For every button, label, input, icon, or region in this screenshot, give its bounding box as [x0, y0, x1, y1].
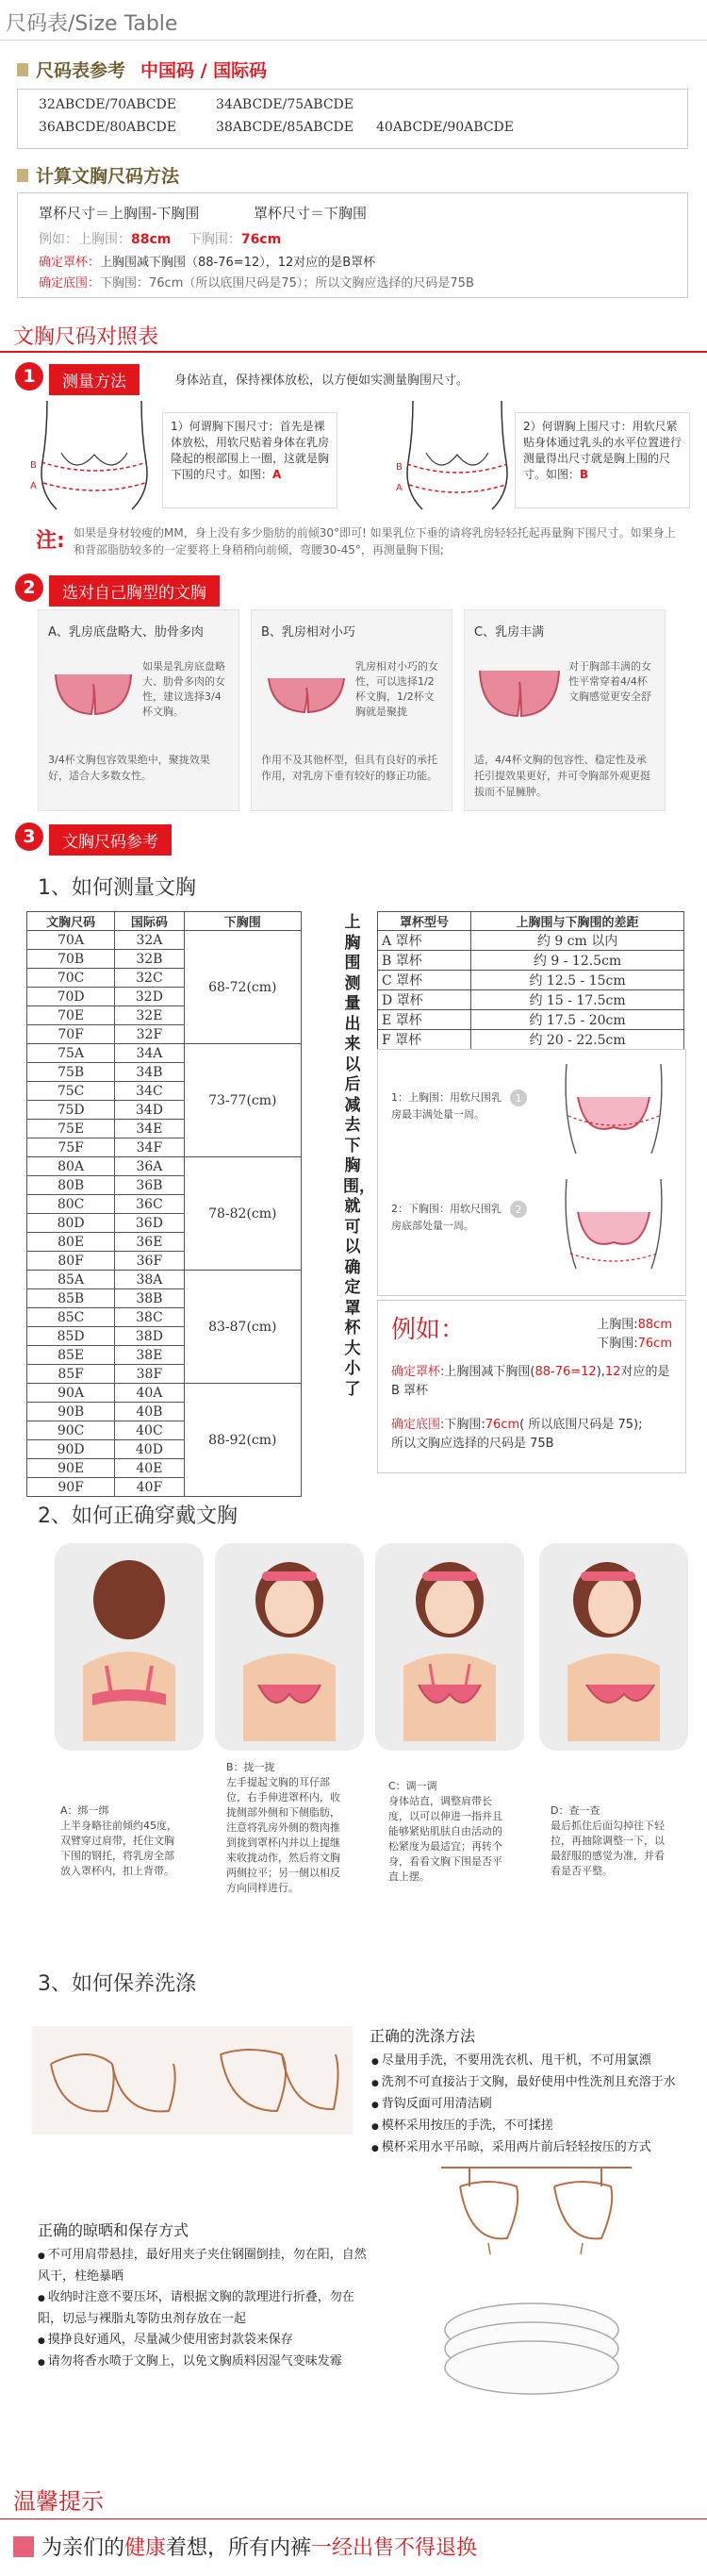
red-divider — [0, 351, 707, 353]
square-icon — [17, 63, 28, 76]
table-cell: 32D — [115, 988, 184, 1006]
table-cell: 90F — [27, 1478, 115, 1497]
list-item — [38, 2352, 368, 2373]
band-label: 确定底围： — [39, 276, 101, 291]
example-lower-label: 下胸围： — [188, 232, 241, 247]
bullet-icon: ● — [371, 2122, 382, 2132]
bra-type-side: 如果是乳房底盘略大、肋骨多肉的女性，建议选择3/4杯文胸。 — [142, 660, 225, 718]
bullet-icon: ● — [371, 2079, 382, 2088]
example-upper-label: 上胸围: — [597, 1318, 638, 1332]
example-band-text: 所以文胸应选择的尺码是 75B — [391, 1437, 554, 1451]
divider — [0, 40, 707, 41]
wear-step-text: 最后抓住后面勾掉往下轻拉，再抽除调整一下，以最舒服的感觉为准，并看看是否平整。 — [551, 1820, 665, 1877]
tips-title: 温馨提示 — [13, 2488, 104, 2515]
list-item — [371, 2072, 692, 2094]
wear-step-card — [375, 1543, 524, 1751]
table-cell: 85A — [27, 1271, 115, 1289]
wear-step-label: A：绑一绑 — [60, 1804, 109, 1817]
size-ref-box — [17, 89, 688, 149]
table-cell: 36C — [115, 1195, 184, 1214]
measure-box-upper — [515, 412, 690, 508]
table-cell: 85F — [27, 1365, 115, 1384]
table-cell: 约 9 - 12.5cm — [471, 951, 684, 971]
bra-type-card — [464, 609, 666, 811]
table-cell: 80B — [27, 1176, 115, 1195]
table-cell: 32A — [115, 931, 184, 950]
table-cell: 36E — [115, 1233, 184, 1252]
size-ref-cell: 34ABCDE/75ABCDE — [216, 97, 354, 112]
cup-label: 确定罩杯： — [39, 256, 101, 270]
measure-mark-a: A — [272, 468, 282, 481]
formula-cup: 罩杯尺寸＝上胸围-下胸围 — [39, 205, 200, 222]
list-item-text: 背钩反面可用清洁刷 — [381, 2097, 492, 2111]
example-band-value: 76cm — [485, 1418, 520, 1432]
wear-step-label: D：查一查 — [551, 1804, 600, 1817]
cup-line — [39, 252, 375, 270]
bra-type-title: A、乳房底盘略大、肋骨多肉 — [48, 625, 204, 640]
table-cell: 40D — [115, 1440, 184, 1459]
woman-front-illustration — [224, 1553, 354, 1741]
note-text: 如果是身材较瘦的MM，身上没有多少脂肪的前倾30°即可! 如果乳位下垂的请将乳房轻轻托起再量胸下围尺寸。如果身上和背部脂肪较多的一定要将上身稍稍向前倾，弯腰30-45°，再测量胸下围; — [74, 526, 676, 557]
bullet-icon: ● — [38, 2294, 48, 2303]
woman-back-illustration — [64, 1553, 194, 1741]
table-cell: 75A — [27, 1044, 115, 1063]
woman-front-illustration — [385, 1553, 515, 1741]
bra-icon — [472, 665, 567, 722]
example-lower-value: 76cm — [240, 232, 282, 247]
list-item-text: 尽量用手洗，不要用洗衣机、甩干机，不可用氯漂 — [381, 2053, 651, 2068]
torso-figure-left — [28, 396, 160, 514]
wear-step-text: 左手提起文胸的耳仔部位，右手伸进罩杯内，收拢侧部外侧和下侧脂肪，注意将乳房外侧的赘肉推到拢到罩杯内并以上提继来收拢动作，然后将文胸两侧拉平；另一侧以相反方向同样进行。 — [226, 1776, 340, 1894]
table-row — [378, 1030, 684, 1050]
table-cell: 38E — [115, 1346, 184, 1365]
column-header: 罩杯型号 — [378, 912, 471, 931]
bullet-icon: ● — [38, 2252, 48, 2261]
list-item-text: 请勿将香水喷于文胸上，以免文胸质料因湿气变味发霉 — [47, 2354, 342, 2368]
example-upper-value: 88cm — [131, 232, 172, 247]
list-item-text: 收纳时注意不要压坏，请根据文胸的款理进行折叠，勿在阳，切忌与裸脂丸等防虫剂存放在一起 — [38, 2290, 354, 2326]
square-icon — [17, 169, 28, 182]
cup-table — [377, 911, 684, 1050]
wash-title: 正确的洗涤方法 — [370, 2027, 476, 2045]
table-cell: 32F — [115, 1025, 184, 1044]
table-cell: 80F — [27, 1252, 115, 1271]
example-line — [39, 229, 281, 248]
example-cup — [391, 1363, 674, 1401]
table-cell: B 罩杯 — [378, 951, 471, 971]
example-lower-value: 76cm — [637, 1337, 672, 1351]
table-cell: 70B — [27, 950, 115, 969]
example-band-text: 下胸围: — [444, 1418, 485, 1432]
formula-band: 罩杯尺寸＝下胸围 — [254, 205, 368, 222]
band-range-cell: 68-72(cm) — [184, 931, 301, 1044]
table-row — [27, 931, 302, 950]
measure-mark-b: B — [580, 468, 589, 481]
list-item-text: 模杯采用水平吊晾，采用两片前后轻轻按压的方式 — [381, 2140, 651, 2154]
bra-type-bottom: 作用不及其他杯型，但具有良好的承托作用，对乳房下垂有较好的修正功能。 — [261, 754, 437, 782]
band-line — [39, 273, 474, 291]
example-cup-text: 对应的是 B 罩杯 — [391, 1365, 670, 1398]
table-cell: 80D — [27, 1214, 115, 1233]
step-tag-size: 文胸尺码参考 — [49, 824, 172, 856]
table-cell: 80E — [27, 1233, 115, 1252]
measure-figures — [377, 1049, 686, 1296]
list-item — [371, 2051, 692, 2072]
fig-label-b: B — [396, 462, 403, 473]
bra-type-bottom: 3/4杯文胸包容效果绝中，聚拢效果好，适合大多数女性。 — [48, 754, 210, 782]
list-item — [38, 2330, 368, 2352]
example-upper-value: 88cm — [637, 1318, 672, 1332]
size-ref-cell: 36ABCDE/80ABCDE — [39, 120, 176, 135]
wash-heading: 3、如何保养洗涤 — [38, 1972, 196, 1996]
size-ref-subtitle: 中国码 / 国际码 — [140, 60, 268, 81]
table-cell: 90D — [27, 1440, 115, 1459]
page-title: 尺码表/Size Table — [6, 12, 178, 36]
table-cell: 75F — [27, 1138, 115, 1157]
wear-heading: 2、如何正确穿戴文胸 — [38, 1504, 238, 1528]
size-ref-title: 尺码表参考 — [36, 60, 126, 81]
wear-step-card — [539, 1543, 688, 1751]
example-band-label: 确定底围: — [391, 1418, 445, 1432]
tips-text: 为亲们的 — [41, 2536, 125, 2560]
table-cell: 38F — [115, 1365, 184, 1384]
table-cell: 85B — [27, 1289, 115, 1308]
wear-step-caption — [388, 1779, 511, 1885]
list-item-text: 不可用肩带悬挂，最好用夹子夹住钢圈倒挂，勿在阳，自然风干，柱绝暴晒 — [38, 2248, 367, 2284]
table-cell: 40E — [115, 1459, 184, 1478]
size-ref-cell: 40ABCDE/90ABCDE — [376, 120, 514, 135]
step-tag-shape: 选对自己胸型的文胸 — [49, 575, 220, 607]
column-header: 文胸尺码 — [27, 912, 115, 931]
table-cell: 38B — [115, 1289, 184, 1308]
table-cell: 90A — [27, 1384, 115, 1403]
woman-side-illustration — [549, 1553, 679, 1741]
table-cell: 75D — [27, 1101, 115, 1120]
calc-box — [17, 192, 688, 298]
figure-number: 2 — [510, 1201, 527, 1218]
table-cell: 36A — [115, 1157, 184, 1176]
fig-label-b: B — [30, 460, 37, 471]
table-cell: 70E — [27, 1006, 115, 1025]
measure-box-upper-text: 2）何谓胸上围尺寸：用软尺紧贴身体通过乳头的水平位置进行测量得出尺寸就是胸上围的尺寸。如图： — [523, 420, 682, 481]
wear-step-caption — [60, 1803, 183, 1879]
table-cell: 70F — [27, 1025, 115, 1044]
table-cell: 80C — [27, 1195, 115, 1214]
table-cell: 36D — [115, 1214, 184, 1233]
bullet-icon: ● — [371, 2057, 382, 2067]
vertical-note: 上胸围测量出来以后减去下胸围，就可以确定罩杯大小了 — [343, 913, 375, 1399]
red-divider — [0, 2518, 707, 2519]
compare-title: 文胸尺码对照表 — [13, 325, 159, 349]
table-cell: C 罩杯 — [378, 971, 471, 990]
fig-label-a: A — [396, 483, 403, 493]
table-cell: 40A — [115, 1384, 184, 1403]
table-cell: E 罩杯 — [378, 1010, 471, 1030]
table-cell: 70D — [27, 988, 115, 1006]
square-icon — [13, 2536, 34, 2557]
table-row — [27, 1044, 302, 1063]
table-cell: 36F — [115, 1252, 184, 1271]
measure-intro: 身体站直，保持裸体放松，以方便如实测量胸围尺寸。 — [174, 374, 469, 388]
wear-step-card — [215, 1543, 364, 1751]
table-cell: 80A — [27, 1157, 115, 1176]
table-cell: 90E — [27, 1459, 115, 1478]
size-ref-cell: 32ABCDE/70ABCDE — [39, 97, 176, 112]
dry-title: 正确的晾晒和保存方式 — [38, 2221, 189, 2239]
tips-highlight: 一经出售不得退换 — [311, 2536, 478, 2560]
bullet-icon: ● — [371, 2144, 382, 2153]
wear-step-card — [55, 1543, 204, 1751]
table-cell: 36B — [115, 1176, 184, 1195]
measure-heading: 1、如何测量文胸 — [38, 876, 196, 900]
wear-step-label: C：调一调 — [388, 1780, 437, 1792]
table-cell: 34E — [115, 1120, 184, 1138]
example-band-text: ( 所以底围尺码是 75); — [519, 1418, 643, 1432]
bra-fit-figure — [548, 1059, 680, 1163]
measure-box-lower — [162, 412, 337, 508]
column-header: 国际码 — [115, 912, 184, 931]
stacked-bra-illustration — [430, 2292, 633, 2405]
table-cell: 32E — [115, 1006, 184, 1025]
list-item — [38, 2245, 368, 2287]
list-item-text: 模杯采用按压的手洗，不可揉搓 — [381, 2119, 553, 2133]
wear-step-text: 上半身略往前倾约45度，双臂穿过肩带，托住文胸下围的钢托，将乳房全部放入罩杯内，扣上背带。 — [60, 1820, 177, 1877]
table-cell: 38D — [115, 1327, 184, 1346]
table-cell: 约 9 cm 以内 — [471, 931, 684, 951]
step-number: 1 — [15, 362, 43, 391]
table-cell: 40F — [115, 1478, 184, 1497]
note-label: 注: — [36, 529, 65, 553]
table-row — [378, 990, 684, 1010]
table-cell: 34C — [115, 1082, 184, 1101]
size-ref-cell: 38ABCDE/85ABCDE — [216, 120, 354, 135]
example-cup-label: 确定罩杯: — [391, 1365, 445, 1379]
table-cell: F 罩杯 — [378, 1030, 471, 1050]
calc-title: 计算文胸尺码方法 — [36, 166, 180, 187]
table-cell: 约 12.5 - 15cm — [471, 971, 684, 990]
table-cell: 约 15 - 17.5cm — [471, 990, 684, 1010]
calc-heading — [17, 162, 179, 188]
table-cell: D 罩杯 — [378, 990, 471, 1010]
bullet-icon: ● — [38, 2336, 48, 2346]
list-item-text: 摸挣良好通风，尽量减少使用密封款袋来保存 — [47, 2333, 293, 2347]
table-row — [378, 951, 684, 971]
hanging-bra-illustration — [432, 2149, 641, 2273]
tips-text: 着想，所有内裤 — [166, 2536, 312, 2560]
table-row — [27, 1157, 302, 1176]
example-cup-text: ), — [596, 1365, 605, 1379]
table-row — [27, 1271, 302, 1289]
band-text: 下胸围：76cm（所以底围尺码是75）；所以文胸应选择的尺码是75B — [100, 276, 474, 291]
wear-step-caption — [551, 1803, 673, 1879]
band-range-cell: 78-82(cm) — [184, 1157, 301, 1271]
step-tag-measure: 测量方法 — [49, 364, 140, 395]
table-cell: 85D — [27, 1327, 115, 1346]
cup-text: 上胸围减下胸围（88-76=12），12对应的是B罩杯 — [100, 256, 376, 270]
table-row — [27, 1384, 302, 1403]
table-cell: 75C — [27, 1082, 115, 1101]
wash-list — [371, 2051, 692, 2159]
size-table — [26, 911, 302, 1497]
band-range-cell: 88-92(cm) — [184, 1384, 301, 1497]
step-number: 3 — [15, 823, 43, 851]
table-cell: 34A — [115, 1044, 184, 1063]
table-row — [378, 971, 684, 990]
fig-label-a: A — [30, 481, 37, 491]
table-cell: 34F — [115, 1138, 184, 1157]
torso-figure-right — [396, 396, 518, 514]
table-cell: 约 17.5 - 20cm — [471, 1010, 684, 1030]
table-cell: 40B — [115, 1403, 184, 1421]
table-row — [378, 931, 684, 951]
bra-type-card — [251, 609, 452, 811]
example-cup-num: 12 — [604, 1365, 621, 1379]
example-box — [377, 1300, 686, 1473]
list-item — [38, 2287, 368, 2330]
figure-number: 1 — [510, 1089, 527, 1106]
column-header: 上胸围与下胸围的差距 — [471, 912, 684, 931]
bra-type-title: C、乳房丰满 — [474, 625, 545, 640]
table-cell: A 罩杯 — [378, 931, 471, 951]
table-row — [378, 1010, 684, 1030]
table-cell: 40C — [115, 1421, 184, 1440]
table-cell: 38A — [115, 1271, 184, 1289]
example-lower — [597, 1333, 672, 1351]
bullet-icon: ● — [38, 2358, 48, 2368]
table-cell: 85C — [27, 1308, 115, 1327]
table-cell: 约 20 - 22.5cm — [471, 1030, 684, 1050]
table-cell: 90C — [27, 1421, 115, 1440]
band-range-cell: 83-87(cm) — [184, 1271, 301, 1384]
table-cell: 70A — [27, 931, 115, 950]
table-cell: 38C — [115, 1308, 184, 1327]
figure-caption: 1：上胸围：用软尺围乳房最丰满处量一周。 — [391, 1091, 501, 1121]
table-cell: 34B — [115, 1063, 184, 1082]
wear-step-text: 身体站直，调整肩带长度，以可以伸进一指并且能够紧贴肌肤自由活动的松紧度为最适宜；再转个身，看看文胸下围是否平直上摆。 — [388, 1795, 502, 1883]
bra-type-bottom: 适，4/4杯文胸的包容性、稳定性及承托引提效果更好，并可令胸部外观更挺拔而不显臃肿。 — [474, 754, 650, 798]
list-item — [371, 2116, 692, 2137]
tips-line — [13, 2532, 477, 2561]
list-item-text: 洗剂不可直接沾于文胸，最好使用中性洗剂且充溶于水 — [381, 2075, 676, 2089]
bra-fit-figure — [548, 1174, 680, 1278]
example-band — [391, 1416, 674, 1454]
dry-list — [38, 2245, 368, 2373]
table-cell: 90B — [27, 1403, 115, 1421]
wear-step-caption — [226, 1760, 349, 1896]
tips-highlight: 健康 — [124, 2536, 167, 2560]
example-cup-text: 上胸围减下胸围( — [444, 1365, 535, 1379]
band-range-cell: 73-77(cm) — [184, 1044, 301, 1157]
bra-icon — [259, 665, 354, 722]
example-cup-calc: 88-76=12 — [534, 1365, 597, 1379]
size-ref-heading — [17, 57, 267, 82]
table-cell: 32B — [115, 950, 184, 969]
example-upper-label: 上胸围： — [78, 232, 131, 247]
table-cell: 70C — [27, 969, 115, 988]
table-cell: 75B — [27, 1063, 115, 1082]
bra-type-side: 乳房相对小巧的女性，可以选择1/2杯文胸，1/2杯文胸就是聚拢 — [355, 660, 438, 718]
bullet-icon: ● — [371, 2101, 382, 2110]
bra-icon — [46, 665, 140, 722]
measure-box-lower-text: 1）何谓胸下围尺寸：首先是裸体放松，用软尺贴着身体在乳房隆起的根部围上一圈，这就是胸下围的尺寸。如图： — [171, 420, 330, 481]
wear-step-label: B：拢一拢 — [226, 1761, 275, 1773]
bra-type-card — [38, 609, 239, 811]
table-cell: 85E — [27, 1346, 115, 1365]
table-cell: 34D — [115, 1101, 184, 1120]
table-cell: 32C — [115, 969, 184, 988]
bra-wash-illustration — [32, 2026, 353, 2135]
bra-type-title: B、乳房相对小巧 — [261, 625, 355, 640]
bra-type-side: 对于胸部丰满的女性平常穿着4/4杯文胸感觉更安全舒 — [568, 660, 651, 703]
step-number: 2 — [15, 573, 43, 602]
example-label: 例如： — [39, 232, 78, 247]
example-lower-label: 下胸围: — [597, 1337, 638, 1351]
list-item — [371, 2094, 692, 2116]
example-title: 例如： — [391, 1316, 466, 1344]
figure-caption: 2：下胸围：用软尺围乳房底部处量一周。 — [391, 1203, 501, 1232]
column-header: 下胸围 — [184, 912, 301, 931]
example-upper — [597, 1314, 672, 1332]
table-cell: 75E — [27, 1120, 115, 1138]
